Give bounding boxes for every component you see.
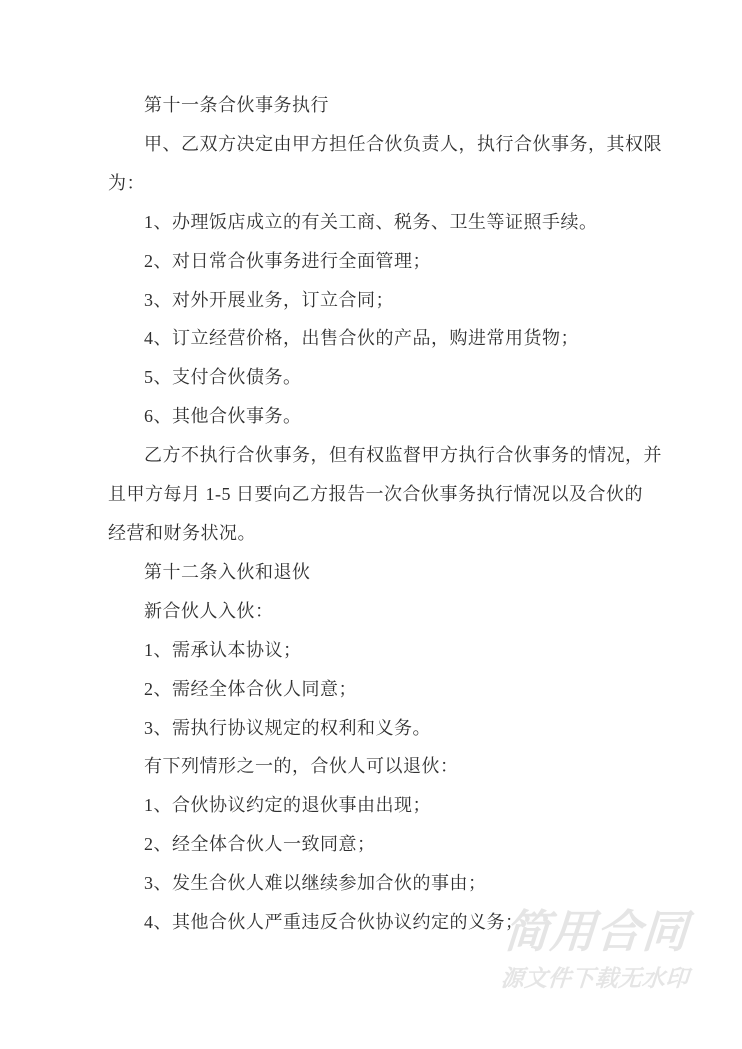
- text-line: 乙方不执行合伙事务，但有权监督甲方执行合伙事务的情况，并: [144, 445, 662, 466]
- text-line: 2、需经全体合伙人同意；: [144, 678, 357, 699]
- watermark: [500, 906, 706, 992]
- text-line: 新合伙人入伙：: [144, 600, 274, 621]
- text-line: 1、需承认本协议；: [144, 639, 302, 660]
- text-line: 3、对外开展业务，订立合同；: [144, 289, 394, 310]
- text-line: 2、经全体合伙人一致同意；: [144, 834, 376, 855]
- text-line: 且甲方每月 1-5 日要向乙方报告一次合伙事务执行情况以及合伙的: [108, 484, 643, 505]
- watermark-subtitle: 源文件下载无水印: [500, 965, 690, 991]
- text-line: 第十二条入伙和退伙: [144, 561, 311, 582]
- text-line: 5、支付合伙债务。: [144, 367, 302, 388]
- text-line: 3、需执行协议规定的权利和义务。: [144, 717, 431, 738]
- text-line: 4、订立经营价格，出售合伙的产品，购进常用货物；: [144, 328, 579, 349]
- text-line: 6、其他合伙事务。: [144, 406, 302, 427]
- text-line: 甲、乙双方决定由甲方担任合伙负责人，执行合伙事务，其权限: [144, 133, 662, 154]
- watermark-title: 简用合同: [502, 906, 691, 957]
- text-line: 经营和财务状况。: [108, 522, 256, 543]
- text-line: 4、其他合伙人严重违反合伙协议约定的义务；: [144, 912, 524, 933]
- document-body: [108, 86, 662, 942]
- text-line: 第十一条合伙事务执行: [144, 95, 329, 115]
- text-line: 1、办理饭店成立的有关工商、税务、卫生等证照手续。: [144, 211, 598, 232]
- text-line: 3、发生合伙人难以继续参加合伙的事由；: [144, 873, 487, 894]
- text-line: 2、对日常合伙事务进行全面管理；: [144, 250, 431, 271]
- text-line: 1、合伙协议约定的退伙事由出现；: [144, 795, 431, 816]
- text-line: 为：: [108, 172, 145, 193]
- text-line: 有下列情形之一的，合伙人可以退伙：: [144, 756, 459, 777]
